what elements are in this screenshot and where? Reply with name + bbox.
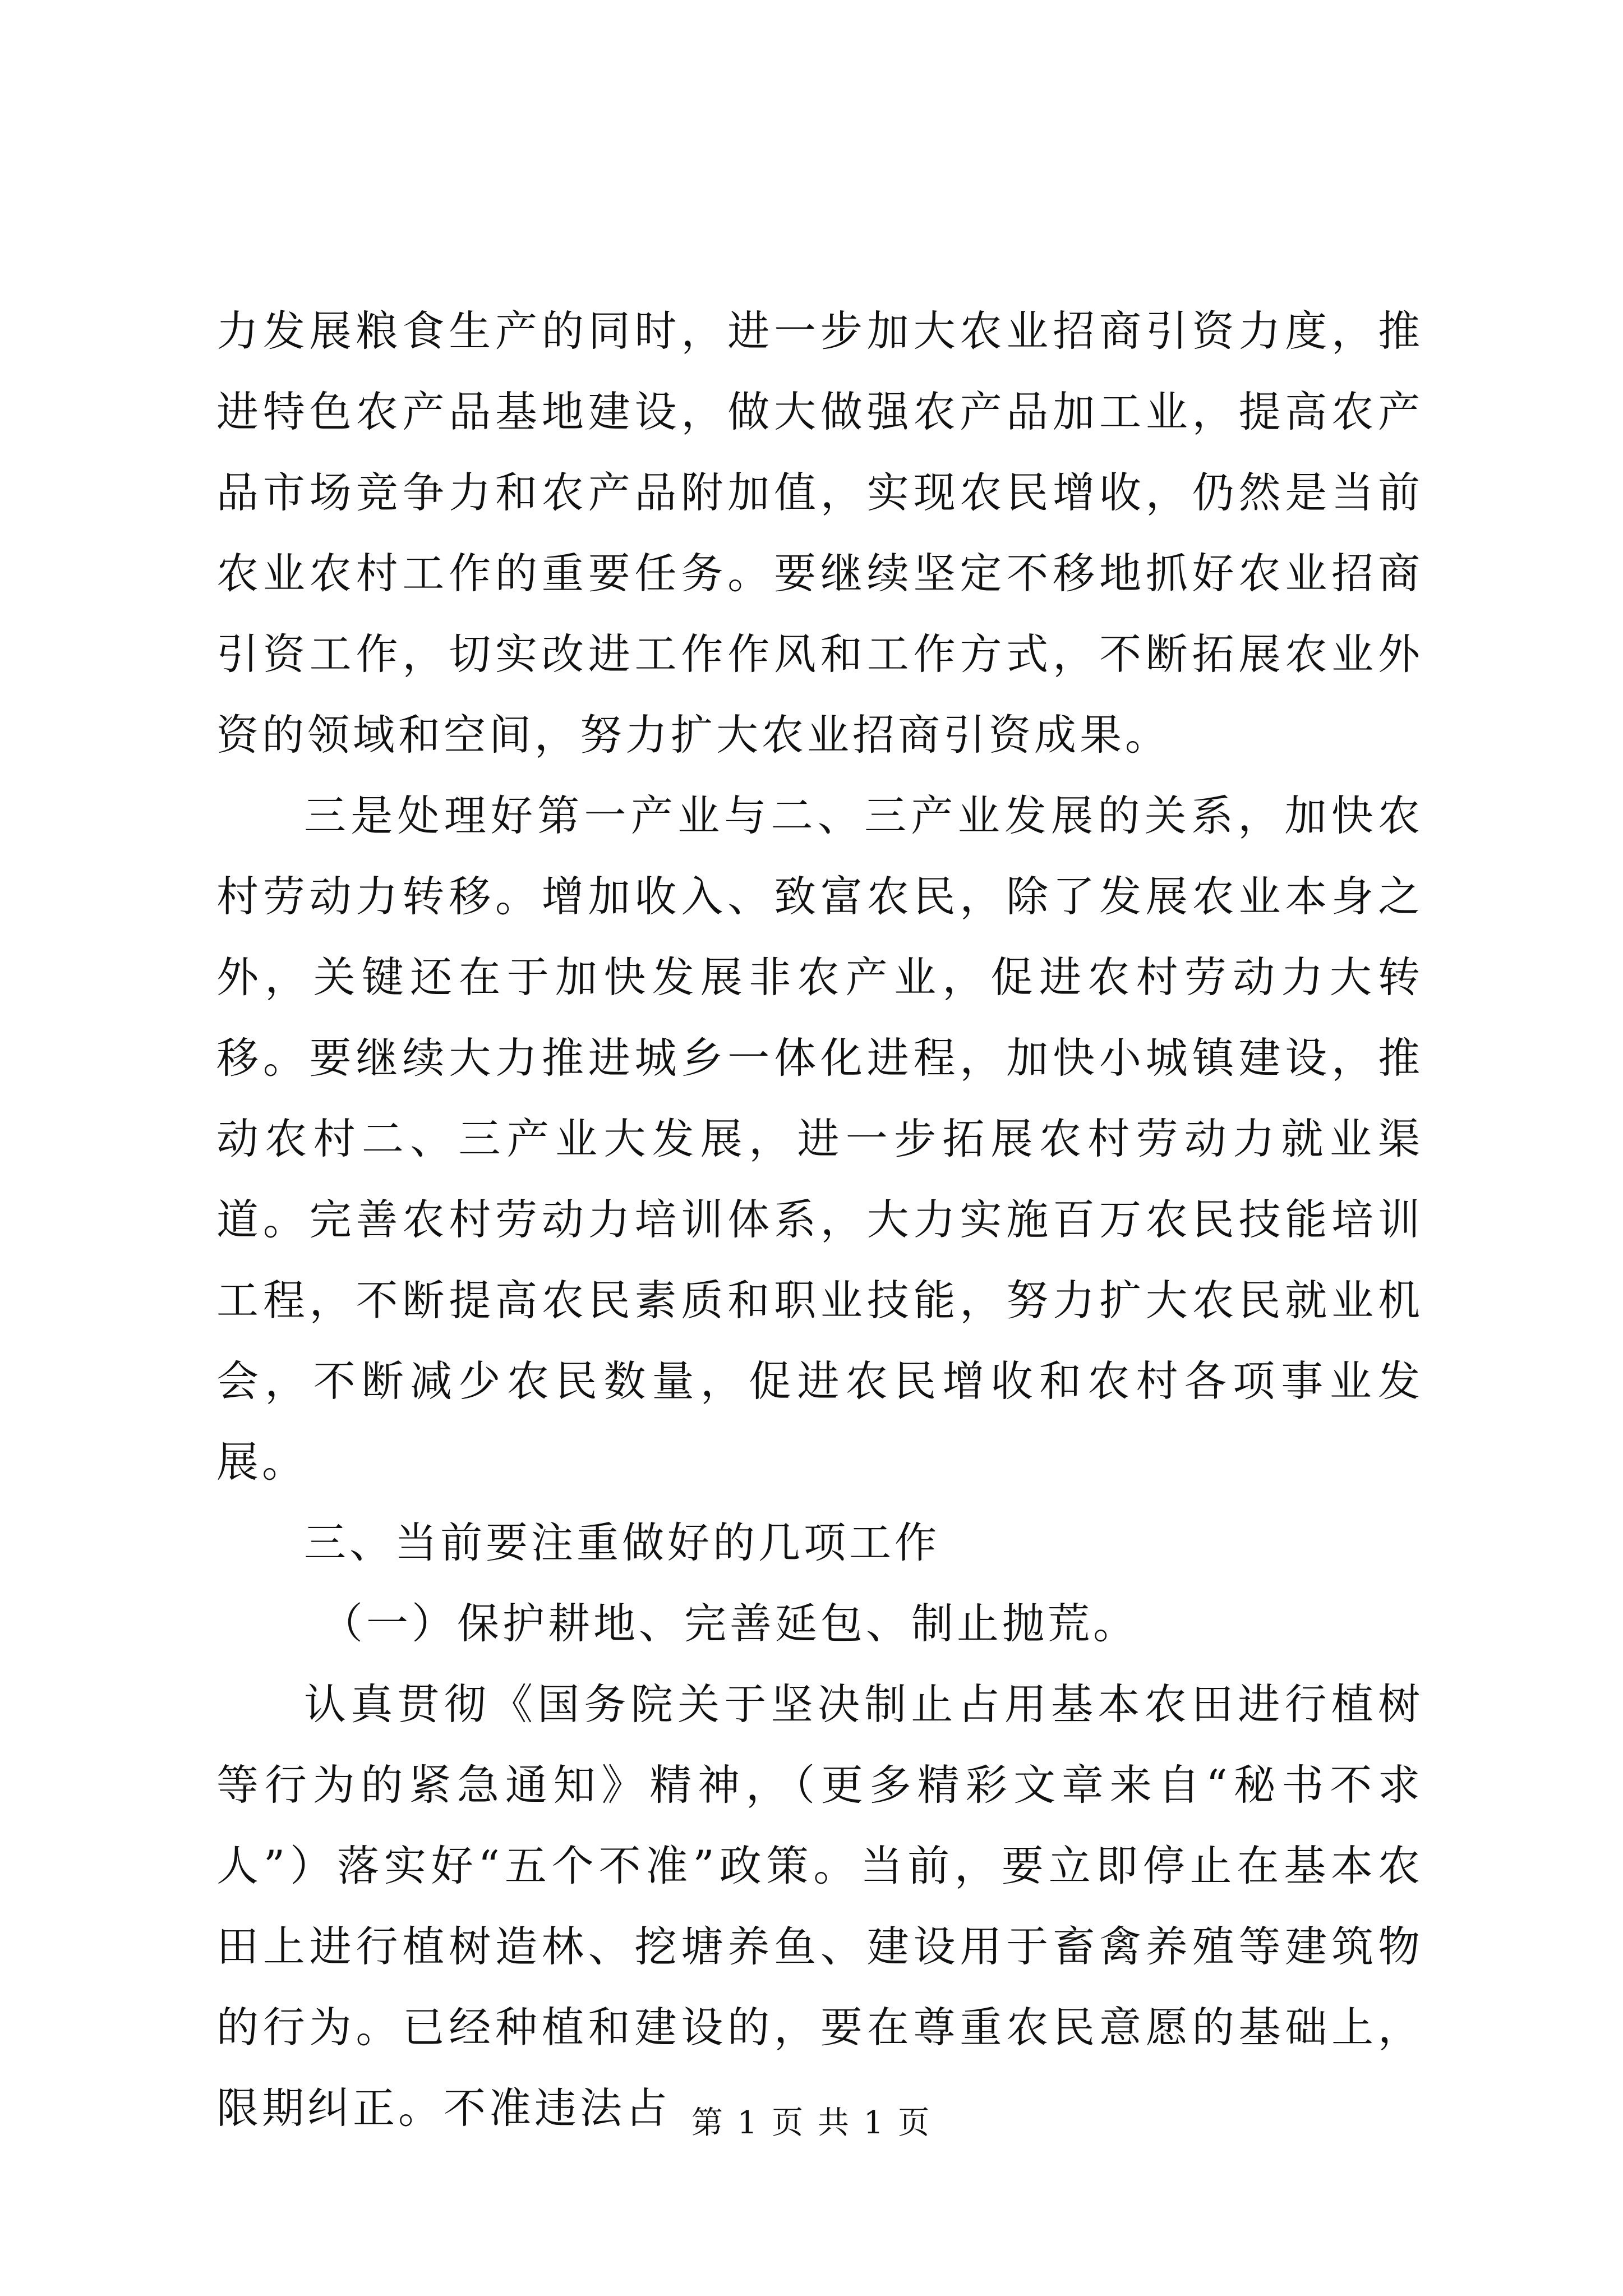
document-body — [216, 291, 1423, 2148]
paragraph-labor-transfer: 三是处理好第一产业与二、三产业发展的关系，加快农村劳动力转移。增加收入、致富农民，除了发展农业本身之外，关键还在于加快发展非农产业，促进农村劳动力大转移。要继续大力推进城乡一体化进程，加快小城镇建设，推动农村二、三产业大发展，进一步拓展农村劳动力就业渠道。完善农村劳动力培训体系，大力实施百万农民技能培训工程，不断提高农民素质和职业技能，努力扩大农民就业机会，不断减少农民数量，促进农民增收和农村各项事业发展。 — [216, 791, 1423, 1487]
paragraph-farmland-protection: 认真贯彻《国务院关于坚决制止占用基本农田进行植树等行为的紧急通知》精神，（更多精彩文章来自“秘书不求人”）落实好“五个不准”政策。当前，要立即停止在基本农田上进行植树造林、挖塘养鱼、建设用于畜禽养殖等建筑物的行为。已经种植和建设的，要在尊重农民意愿的基础上，限期纠正。不准违法占 — [216, 1680, 1423, 2133]
subsection-heading: （一）保护耕地、完善延包、制止抛荒。 — [321, 1599, 1139, 1648]
paragraph-continuation: 力发展粮食生产的同时，进一步加大农业招商引资力度，推进特色农产品基地建设，做大做强农产品加工业，提高农产品市场竞争力和农产品附加值，实现农民增收，仍然是当前农业农村工作的重要任务。要继续坚定不移地抓好农业招商引资工作，切实改进工作作风和工作方式，不断拓展农业外资的领域和空间，努力扩大农业招商引资成果。 — [216, 306, 1423, 760]
section-heading: 三、当前要注重做好的几项工作 — [304, 1518, 940, 1567]
page-footer: 第 1 页 共 1 页 — [691, 2105, 932, 2141]
